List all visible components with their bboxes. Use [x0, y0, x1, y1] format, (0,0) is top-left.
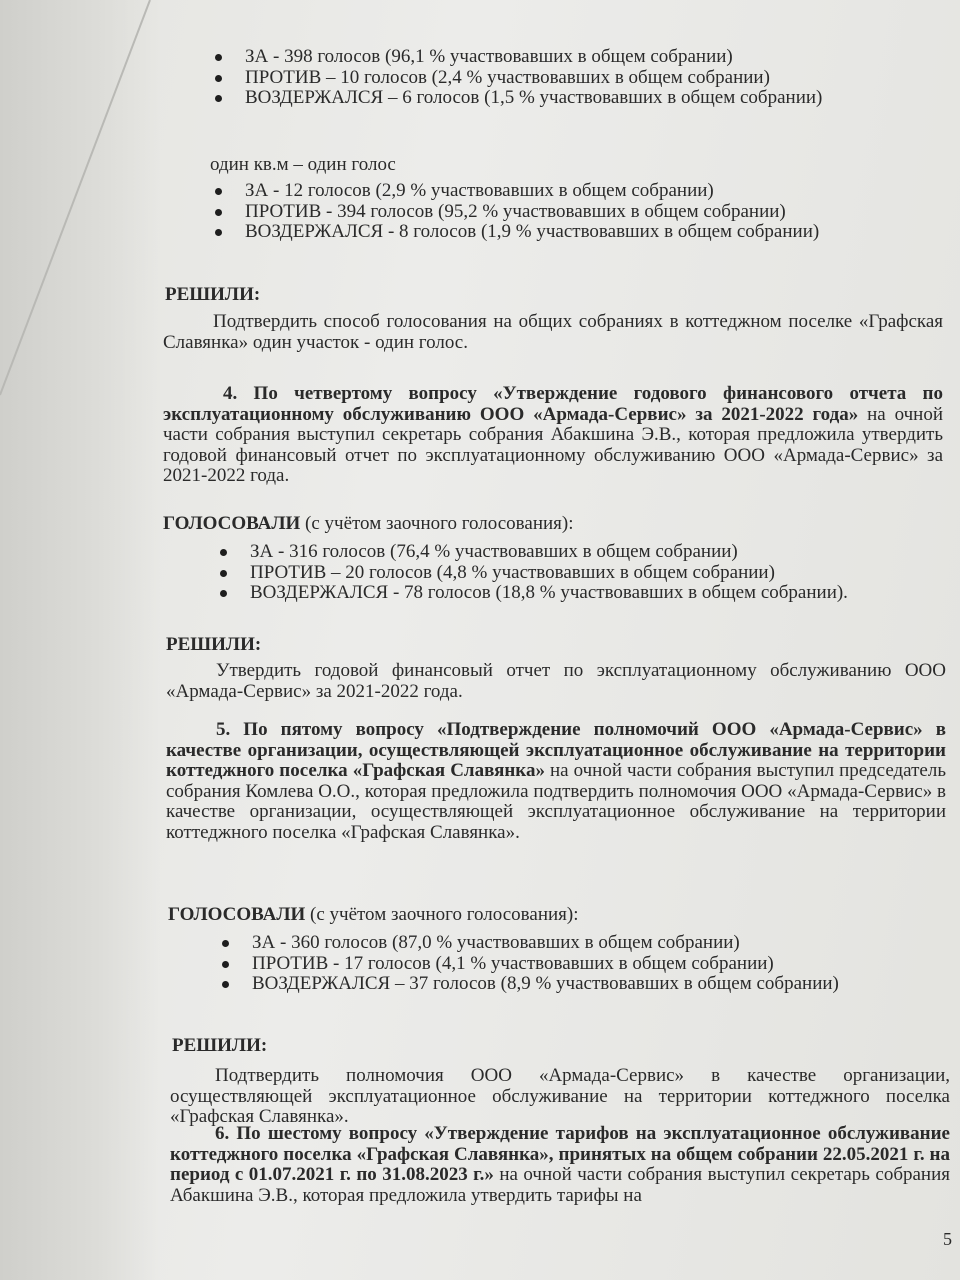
bullet-icon — [215, 209, 222, 216]
list-item: ПРОТИВ - 394 голосов (95,2 % участвовавших в общем собрании) — [245, 202, 819, 223]
list-item: ЗА - 360 голосов (87,0 % участвовавших в общем собрании) — [252, 933, 839, 954]
page-number: 5 — [943, 1229, 952, 1249]
bullet-icon — [215, 95, 222, 102]
list-item: ЗА - 398 голосов (96,1 % участвовавших в общем собрании) — [245, 47, 822, 68]
list-item: ПРОТИВ – 20 голосов (4,8 % участвовавших в общем собрании) — [250, 563, 848, 584]
decision-3: Подтвердить способ голосования на общих собраниях в коттеджном поселке «Графская Славянка» один участок - один голос. — [163, 311, 943, 353]
item-5-text: на очной части собрания выступил председатель собрания Комлева О.О., которая предложила подтвердить полномочия ООО «Армада-Сервис» в качестве организации, осуществляющей эксплуатационное обслуживание на территории коттеджного поселка «Графская Славянка». — [166, 760, 946, 843]
bullet-icon — [222, 940, 229, 947]
voted-heading-5: ГОЛОСОВАЛИ (с учётом заочного голосования): — [168, 904, 579, 925]
list-item: ВОЗДЕРЖАЛСЯ – 6 голосов (1,5 % участвовавших в общем собрании) — [245, 88, 822, 109]
vote-list-5 — [252, 933, 839, 995]
vote-list-2 — [245, 181, 819, 243]
subheading-sqm: один кв.м – один голос — [210, 154, 396, 175]
item-6-text: на очной части собрания выступил секретарь собрания Абакшина Э.В., которая предложила утвердить тарифы на — [170, 1164, 951, 1206]
bullet-icon — [220, 590, 227, 597]
bullet-icon — [220, 549, 227, 556]
item-5-paragraph — [166, 720, 946, 844]
decision-4: Утвердить годовой финансовый отчет по эксплуатационному обслуживанию ООО «Армада-Сервис» за 2021-2022 года. — [166, 660, 946, 702]
decided-heading: РЕШИЛИ: — [166, 634, 262, 655]
decided-heading: РЕШИЛИ: — [172, 1035, 268, 1056]
bullet-icon — [215, 54, 222, 61]
list-item: ЗА - 12 голосов (2,9 % участвовавших в общем собрании) — [245, 181, 819, 202]
item-6-paragraph — [170, 1124, 950, 1206]
voted-heading-4: ГОЛОСОВАЛИ (с учётом заочного голосования): — [163, 513, 574, 534]
item-5-title: 5. По пятому вопросу «Подтверждение полномочий ООО «Армада-Сервис» в качестве организации, осуществляющей эксплуатационное обслуживание на территории коттеджного поселка «Графская Славянка» — [166, 719, 946, 782]
bullet-icon — [215, 229, 222, 236]
item-4-text: на очной части собрания выступил секретарь собрания Абакшина Э.В., которая предложила утвердить годовой финансовый отчет по эксплуатационному обслуживанию ООО «Армада-Сервис» за 2021-2022 года. — [163, 403, 943, 487]
bullet-icon — [220, 570, 227, 577]
bullet-icon — [215, 75, 222, 82]
bullet-icon — [215, 188, 222, 195]
bullet-icon — [222, 981, 229, 988]
list-item: ПРОТИВ – 10 голосов (2,4 % участвовавших в общем собрании) — [245, 68, 822, 89]
item-4-title: 4. По четвертому вопросу «Утверждение годового финансового отчета по эксплуатационному обслуживанию ООО «Армада-Сервис» за 2021-2022 года» — [163, 383, 943, 425]
list-item: ЗА - 316 голосов (76,4 % участвовавших в общем собрании) — [250, 542, 848, 563]
bullet-icon — [222, 961, 229, 968]
vote-list-1 — [245, 47, 822, 109]
list-item: ПРОТИВ - 17 голосов (4,1 % участвовавших в общем собрании) — [252, 954, 839, 975]
item-4-paragraph — [163, 384, 943, 487]
vote-list-4 — [250, 542, 848, 604]
decided-heading: РЕШИЛИ: — [165, 284, 261, 305]
item-6-title: 6. По шестому вопросу «Утверждение тарифов на эксплуатационное обслуживание коттеджного поселка «Графская Славянка», принятых на общем собрании 22.05.2021 г. на период с 01.07.2021 г. по 31.08.2023 г.» — [170, 1123, 950, 1186]
decision-5: Подтвердить полномочия ООО «Армада-Сервис» в качестве организации, осуществляющей эксплуатационное обслуживание на территории коттеджного поселка «Графская Славянка». — [170, 1065, 950, 1128]
page-shadow — [0, 0, 160, 1280]
list-item: ВОЗДЕРЖАЛСЯ - 8 голосов (1,9 % участвовавших в общем собрании) — [245, 222, 819, 243]
list-item: ВОЗДЕРЖАЛСЯ – 37 голосов (8,9 % участвовавших в общем собрании) — [252, 974, 839, 995]
list-item: ВОЗДЕРЖАЛСЯ - 78 голосов (18,8 % участвовавших в общем собрании). — [250, 583, 848, 604]
